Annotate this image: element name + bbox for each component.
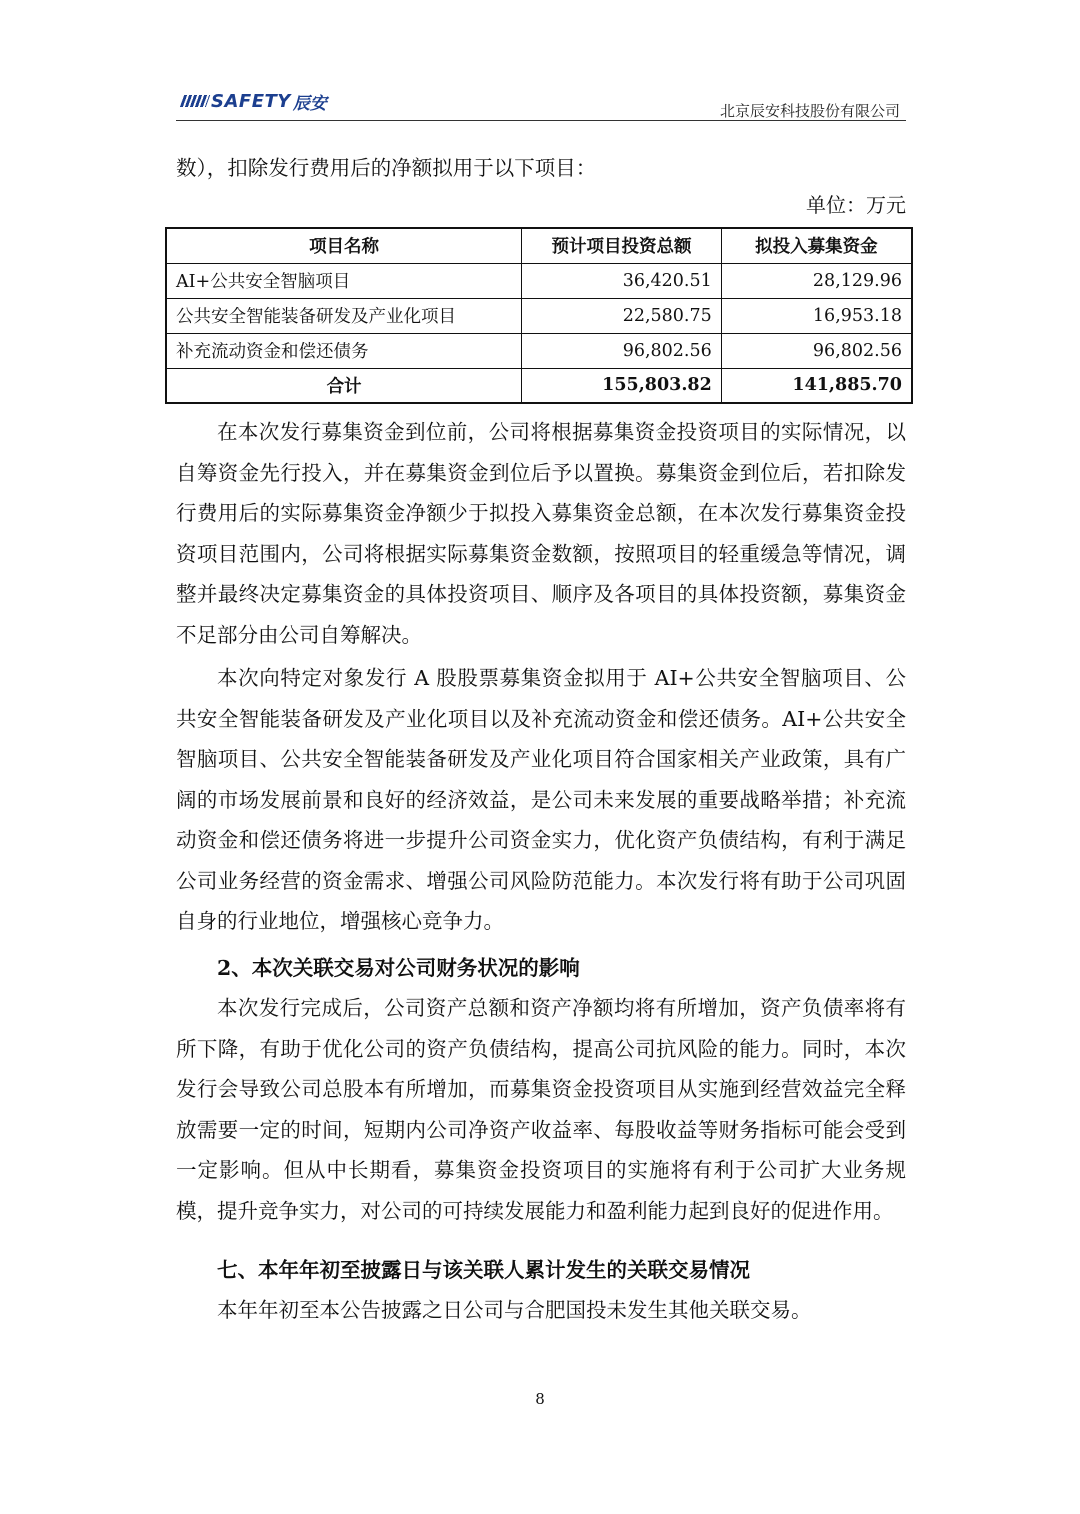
- project-total: 96,802.56: [522, 333, 722, 368]
- project-total: 36,420.51: [522, 263, 722, 298]
- section-heading-related-transactions: 七、本年年初至披露日与该关联人累计发生的关联交易情况: [217, 1258, 750, 1282]
- project-name: AI+公共安全智脑项目: [166, 263, 522, 298]
- table-header-row: [166, 228, 912, 263]
- table-total-row: [166, 368, 912, 403]
- page-header: [176, 88, 906, 121]
- total-raised: 141,885.70: [721, 368, 912, 403]
- fund-allocation-table: [165, 227, 913, 404]
- table-row: [166, 298, 912, 333]
- intro-text: 数），扣除发行费用后的净额拟用于以下项目：: [176, 156, 597, 180]
- logo-text: SAFETY: [211, 90, 291, 112]
- paragraph-fund-placement: 在本次发行募集资金到位前，公司将根据募集资金投资项目的实际情况，以自筹资金先行投入，并在募集资金到位后予以置换。募集资金到位后，若扣除发行费用后的实际募集资金净额少于拟投入募集资金总额，在本次发行募集资金投资项目范围内，公司将根据实际募集资金数额，按照项目的轻重缓急等情况，调整并最终决定募集资金的具体投资项目、顺序及各项目的具体投资额，募集资金不足部分由公司自筹解决。: [176, 420, 906, 647]
- company-logo: [182, 90, 327, 112]
- project-raised: 16,953.18: [721, 298, 912, 333]
- project-raised: 28,129.96: [721, 263, 912, 298]
- table-row: [166, 263, 912, 298]
- company-name: 北京辰安科技股份有限公司: [719, 102, 900, 120]
- logo-stripes-icon: [180, 95, 210, 107]
- header-raised-funds: 拟投入募集资金: [721, 228, 912, 263]
- header-total-investment: 预计项目投资总额: [522, 228, 722, 263]
- project-name: 公共安全智能装备研发及产业化项目: [166, 298, 522, 333]
- table-row: [166, 333, 912, 368]
- header-project-name: 项目名称: [166, 228, 522, 263]
- paragraph-fund-usage: 本次向特定对象发行 A 股股票募集资金拟用于 AI+公共安全智脑项目、公共安全智能装备研发及产业化项目以及补充流动资金和偿还债务。AI+公共安全智脑项目、公共安全智能装备研发及产业化项目符合国家相关产业政策，具有广阔的市场发展前景和良好的经济效益，是公司未来发展的重要战略举措；补充流动资金和偿还债务将进一步提升公司资金实力，优化资产负债结构，有利于满足公司业务经营的资金需求、增强公司风险防范能力。本次发行将有助于公司巩固自身的行业地位，增强核心竞争力。: [176, 666, 906, 933]
- project-raised: 96,802.56: [721, 333, 912, 368]
- paragraph-related-transactions: 本年年初至本公告披露之日公司与合肥国投未发生其他关联交易。: [217, 1298, 812, 1322]
- paragraph-financial-impact: 本次发行完成后，公司资产总额和资产净额均将有所增加，资产负债率将有所下降，有助于优化公司的资产负债结构，提高公司抗风险的能力。同时，本次发行会导致公司总股本有所增加，而募集资金投资项目从实施到经营效益完全释放需要一定的时间，短期内公司净资产收益率、每股收益等财务指标可能会受到一定影响。但从中长期看，募集资金投资项目的实施将有利于公司扩大业务规模，提升竞争实力，对公司的可持续发展能力和盈利能力起到良好的促进作用。: [176, 996, 906, 1223]
- project-total: 22,580.75: [522, 298, 722, 333]
- project-name: 补充流动资金和偿还债务: [166, 333, 522, 368]
- section-heading-financial-impact: 2、本次关联交易对公司财务状况的影响: [217, 956, 580, 980]
- logo-cn-text: 辰安: [292, 93, 327, 114]
- total-label: 合计: [166, 368, 522, 403]
- unit-label: 单位：万元: [806, 193, 906, 217]
- total-investment: 155,803.82: [522, 368, 722, 403]
- page-number: 8: [535, 1390, 545, 1408]
